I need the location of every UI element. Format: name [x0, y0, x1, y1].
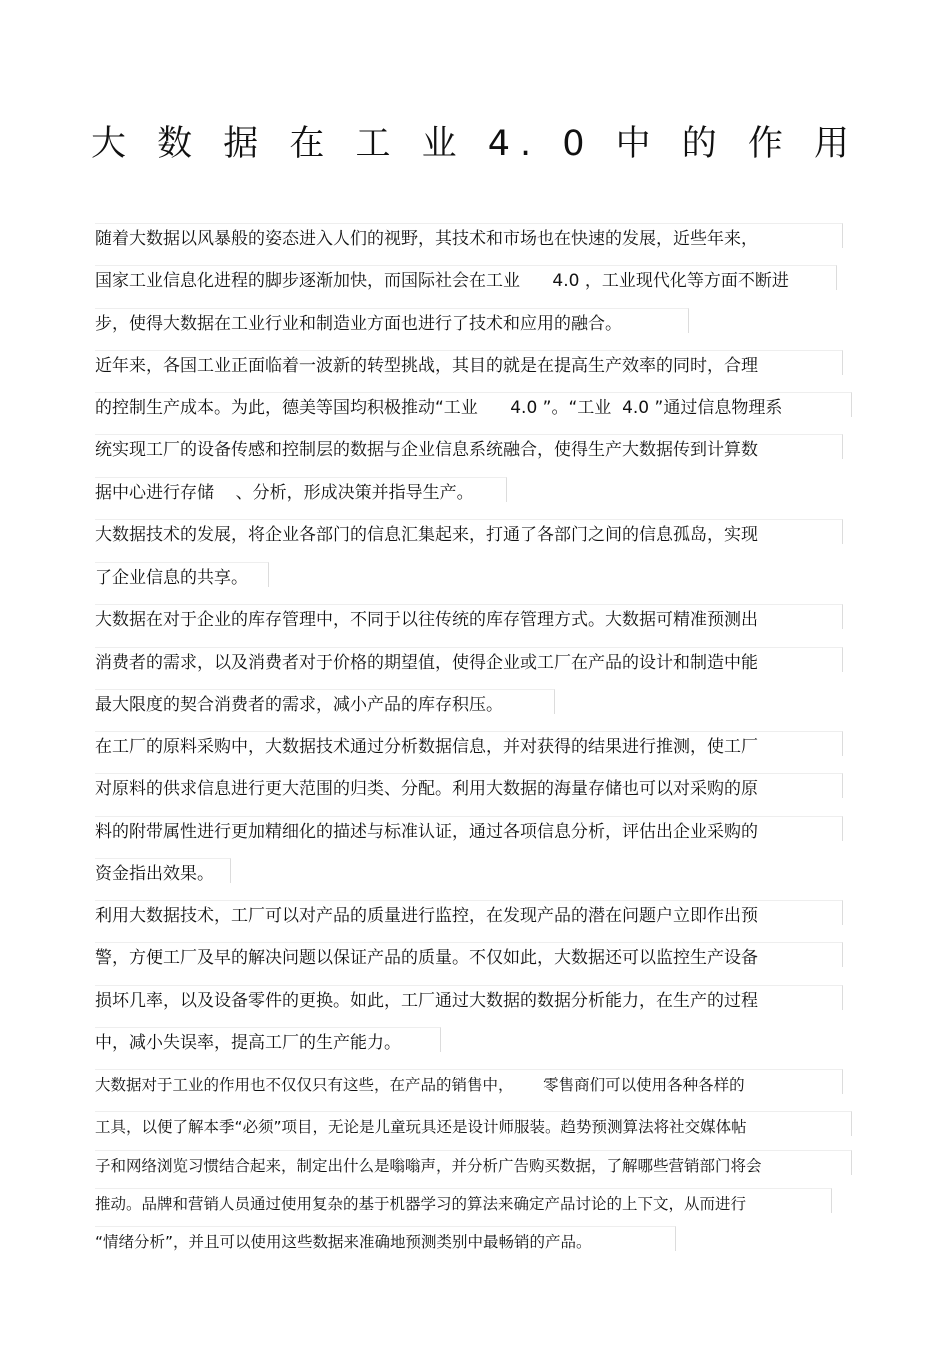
- text-line: 大数据在对于企业的库存管理中，不同于以往传统的库存管理方式。大数据可精准预测出: [95, 610, 758, 630]
- text-line: 资金指出效果。: [95, 864, 214, 884]
- text-line: 对原料的供求信息进行更大范围的归类、分配。利用大数据的海量存储也可以对采购的原: [95, 779, 758, 799]
- text-line: 近年来，各国工业正面临着一波新的转型挑战，其目的就是在提高生产效率的同时，合理: [95, 356, 758, 376]
- text-line: 的控制生产成本。为此，德美等国均积极推动“工业 4.0 ”。“工业 4.0 ”通过信息物理系: [95, 398, 783, 418]
- text-line: 工具，以便了解本季“必须”项目，无论是儿童玩具还是设计师服装。趋势预测算法将社交媒体帖: [95, 1118, 747, 1136]
- text-line: 国家工业信息化进程的脚步逐渐加快，而国际社会在工业 4.0 ，工业现代化等方面不断进: [95, 271, 789, 291]
- text-line: 利用大数据技术，工厂可以对产品的质量进行监控，在发现产品的潜在问题户立即作出预: [95, 906, 758, 926]
- text-line: 子和网络浏览习惯结合起来，制定出什么是嗡嗡声，并分析广告购买数据，了解哪些营销部门将会: [95, 1157, 762, 1175]
- text-line: 统实现工厂的设备传感和控制层的数据与企业信息系统融合，使得生产大数据传到计算数: [95, 440, 758, 460]
- text-line: 推动。品牌和营销人员通过使用复杂的基于机器学习的算法来确定产品讨论的上下文，从而进行: [95, 1195, 747, 1213]
- text-line: 了企业信息的共享。: [95, 568, 248, 588]
- text-line: 最大限度的契合消费者的需求，减小产品的库存积压。: [95, 695, 503, 715]
- text-line: 大数据技术的发展，将企业各部门的信息汇集起来，打通了各部门之间的信息孤岛，实现: [95, 525, 758, 545]
- text-line: 随着大数据以风暴般的姿态进入人们的视野，其技术和市场也在快速的发展，近些年来，: [95, 229, 758, 249]
- text-line: 据中心进行存储 、分析，形成决策并指导生产。: [95, 483, 474, 503]
- text-line: 警，方便工厂及早的解决问题以保证产品的质量。不仅如此，大数据还可以监控生产设备: [95, 948, 758, 968]
- text-line: 损坏几率，以及设备零件的更换。如此，工厂通过大数据的数据分析能力，在生产的过程: [95, 991, 758, 1011]
- text-line: 步，使得大数据在工业行业和制造业方面也进行了技术和应用的融合。: [95, 314, 622, 334]
- text-line: 料的附带属性进行更加精细化的描述与标准认证，通过各项信息分析，评估出企业采购的: [95, 822, 758, 842]
- text-line: 消费者的需求，以及消费者对于价格的期望值，使得企业或工厂在产品的设计和制造中能: [95, 653, 758, 673]
- text-line: 在工厂的原料采购中，大数据技术通过分析数据信息，并对获得的结果进行推测，使工厂: [95, 737, 758, 757]
- text-line: “情绪分析”，并且可以使用这些数据来准确地预测类别中最畅销的产品。: [95, 1233, 592, 1251]
- document-title: 大 数 据 在 工 业 4. 0 中 的 作 用: [90, 124, 860, 164]
- text-line: 大数据对于工业的作用也不仅仅只有这些，在产品的销售中， 零售商们可以使用各种各样的: [95, 1076, 745, 1094]
- text-line: 中，减小失误率，提高工厂的生产能力。: [95, 1033, 401, 1053]
